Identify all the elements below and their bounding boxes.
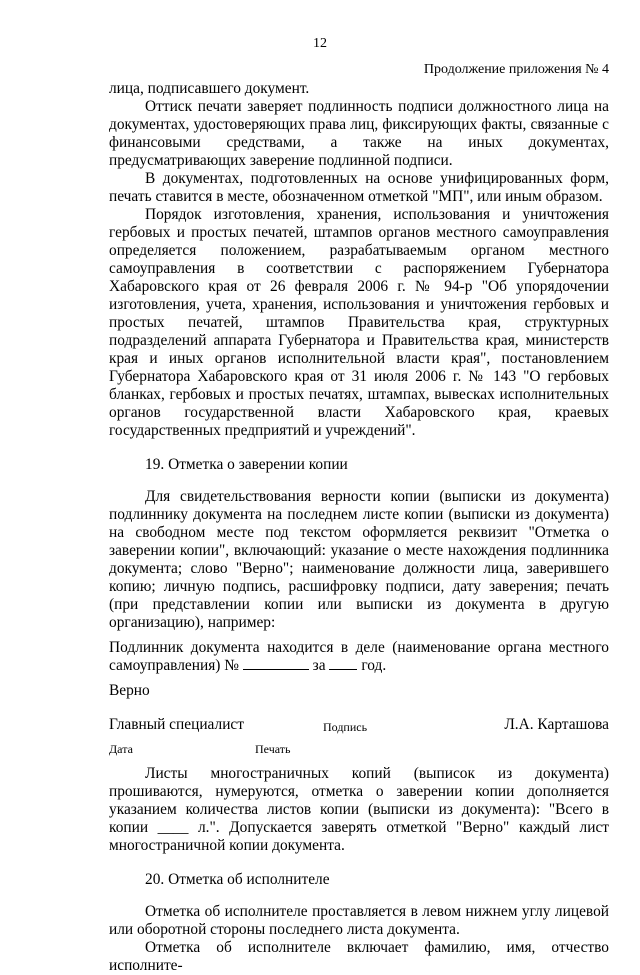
example-line-end: год. [361,657,387,674]
page-number: 12 [313,36,327,51]
blank-year-field [329,657,357,670]
signature-row [109,716,609,736]
section-heading-20: 20. Отметка об исполнителе [145,871,330,888]
stamp-label: Печать [255,742,291,756]
paragraph-multipage-copies: Листы многостраничных копий (выписок из документа) прошиваются, нумеруются, отметка о заверении копии дополняется указанием количества листов копии (выписки из документа): "Всего в копии ____ л.". Допускается заверять отметкой "Верно" каждый лист многостраничной копии документа. [109,765,609,854]
paragraph-copy-certification: Для свидетельствования верности копии (выписки из документа) подлиннику документа на последнем листе копии (выписки из документа) на свободном месте под текстом оформляется реквизит "Отметка о заверении копии", включающий: указание о месте нахождения подлинника документа; слово "Верно"; наименование должности лица, заверившего копию; личную подпись, расшифровку подписи, дату заверения; печать (при представлении копии или выписки из документа в другую организацию), например: [109,488,609,631]
blank-number-field [243,657,309,670]
paragraph-executor-mark: Отметка об исполнителе проставляется в левом нижнем углу лицевой или оборотной стороны последнего листа документа. [109,903,609,938]
section-heading-19: 19. Отметка о заверении копии [145,456,348,473]
paragraph-seal-procedure: Порядок изготовления, хранения, использования и уничтожения гербовых и простых печатей, штампов органов местного самоуправления определяется положением, разрабатываемым органом местного самоуправления в соответствии с распоряжением Губернатора Хабаровского края от 26 февраля 2006 г. № 94-р "Об упорядочении изготовления, учета, хранения, использования и уничтожения гербовых и простых печатей, штампов Правительства края, структурных подразделений аппарата Губернатора и Правительства края, министерств края и иных органов исполнительной власти края", постановлением Губернатора Хабаровского края от 31 июля 2006 г. № 143 "О гербовых бланках, гербовых и простых печатях, штампах, вывесках исполнительных органов государственной власти Хабаровского края, краевых государственных предприятий и учреждений". [109,206,609,439]
verno-word: Верно [109,682,150,699]
paragraph-unified-forms: В документах, подготовленных на основе унифицированных форм, печать ставится в месте, обозначенном отметкой "МП", или иным образом. [109,170,609,205]
paragraph-executor-content: Отметка об исполнителе включает фамилию, имя, отчество исполните- [109,939,609,974]
signer-position: Главный специалист [109,716,244,733]
date-stamp-row [109,740,609,758]
example-line-start: Подлинник документа находится в деле (наименование органа местного самоуправления) № [109,639,609,674]
document-body [109,80,609,975]
continuation-header: Продолжение приложения № 4 [423,62,609,77]
paragraph-seal-imprint: Оттиск печати заверяет подлинность подписи должностного лица на документах, удостоверяющих права лиц, фиксирующих факты, связанные с финансовыми средствами, а также на иных документах, предусматривающих заверение подлинной подписи. [109,98,609,169]
date-label: Дата [109,742,133,756]
example-original-location [109,639,609,675]
paragraph-continued: лица, подписавшего документ. [109,80,310,97]
example-line-mid: за [312,657,326,674]
signature-label: Подпись [323,720,368,734]
signer-name: Л.А. Карташова [504,716,609,733]
